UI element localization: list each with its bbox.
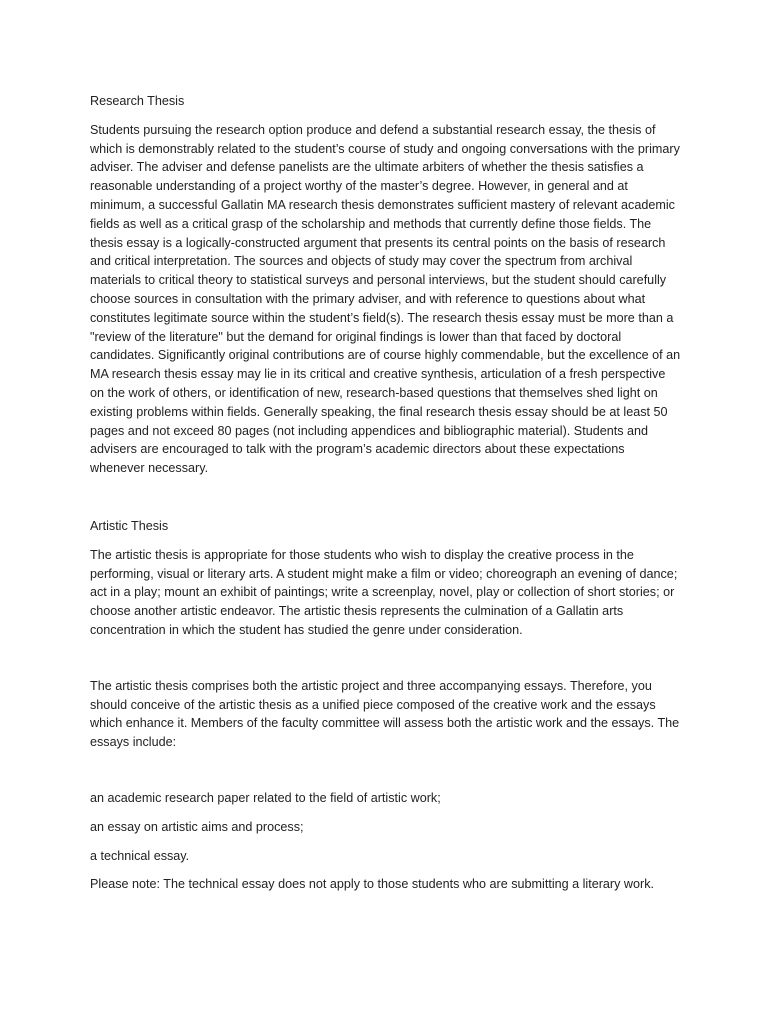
document-page <box>90 92 682 904</box>
research-thesis-body: Students pursuing the research option produce and defend a substantial research essay, the thesis of which is demonstrably related to the student’s course of study and ongoing conversations with the primary adviser. The adviser and defense panelists are the ultimate arbiters of whether the thesis satisfies a reasonable understanding of a project worthy of the master’s degree. However, in general and at minimum, a successful Gallatin MA research thesis demonstrates sufficient mastery of relevant academic fields as well as a critical grasp of the scholarship and methods that currently define those fields. The thesis essay is a logically-constructed argument that presents its central points on the basis of research and critical interpretation. The sources and objects of study may cover the spectrum from archival materials to critical theory to statistical surveys and personal interviews, but the student should carefully choose sources in consultation with the primary adviser, and with reference to questions about what constitutes legitimate source within the student’s field(s). The research thesis essay must be more than a "review of the literature" but the demand for original findings is lower than that faced by doctoral candidates. Significantly original contributions are of course highly commendable, but the excellence of an MA research thesis essay may lie in its critical and creative synthesis, articulation of a fresh perspective on the work of others, or identification of new, research-based questions that themselves shed light on existing problems within fields. Generally speaking, the final research thesis essay should be at least 50 pages and not exceed 80 pages (not including appendices and bibliographic material). Students and advisers are encouraged to talk with the program’s academic directors about these expectations whenever necessary. <box>90 122 681 476</box>
essay-list-item: a technical essay. <box>90 848 190 863</box>
research-thesis-heading: Research Thesis <box>90 94 185 108</box>
essay-list-item: an academic research paper related to the field of artistic work; <box>90 790 441 805</box>
artistic-thesis-intro: The artistic thesis is appropriate for those students who wish to display the creative process in the performing, visual or literary arts. A student might make a film or video; choreograph an evening of dance; act in a play; mount an exhibit of paintings; write a screenplay, novel, play or collection of short stories; or choose another artistic endeavor. The artistic thesis represents the culmination of a Gallatin arts concentration in which the student has studied the genre under consideration. <box>90 547 678 637</box>
technical-essay-note: Please note: The technical essay does not apply to those students who are submitting a literary work. <box>90 877 655 892</box>
spacer <box>90 488 682 517</box>
spacer <box>90 762 682 789</box>
artistic-thesis-heading: Artistic Thesis <box>90 518 169 533</box>
essay-list-item: an essay on artistic aims and process; <box>90 819 304 834</box>
artistic-thesis-components: The artistic thesis comprises both the artistic project and three accompanying essays. Therefore, you should conceive of the artistic thesis as a unified piece composed of the creative work and the essays which enhance it. Members of the faculty committee will assess both the artistic work and the essays. The essays include: <box>90 678 680 750</box>
spacer <box>90 650 682 677</box>
